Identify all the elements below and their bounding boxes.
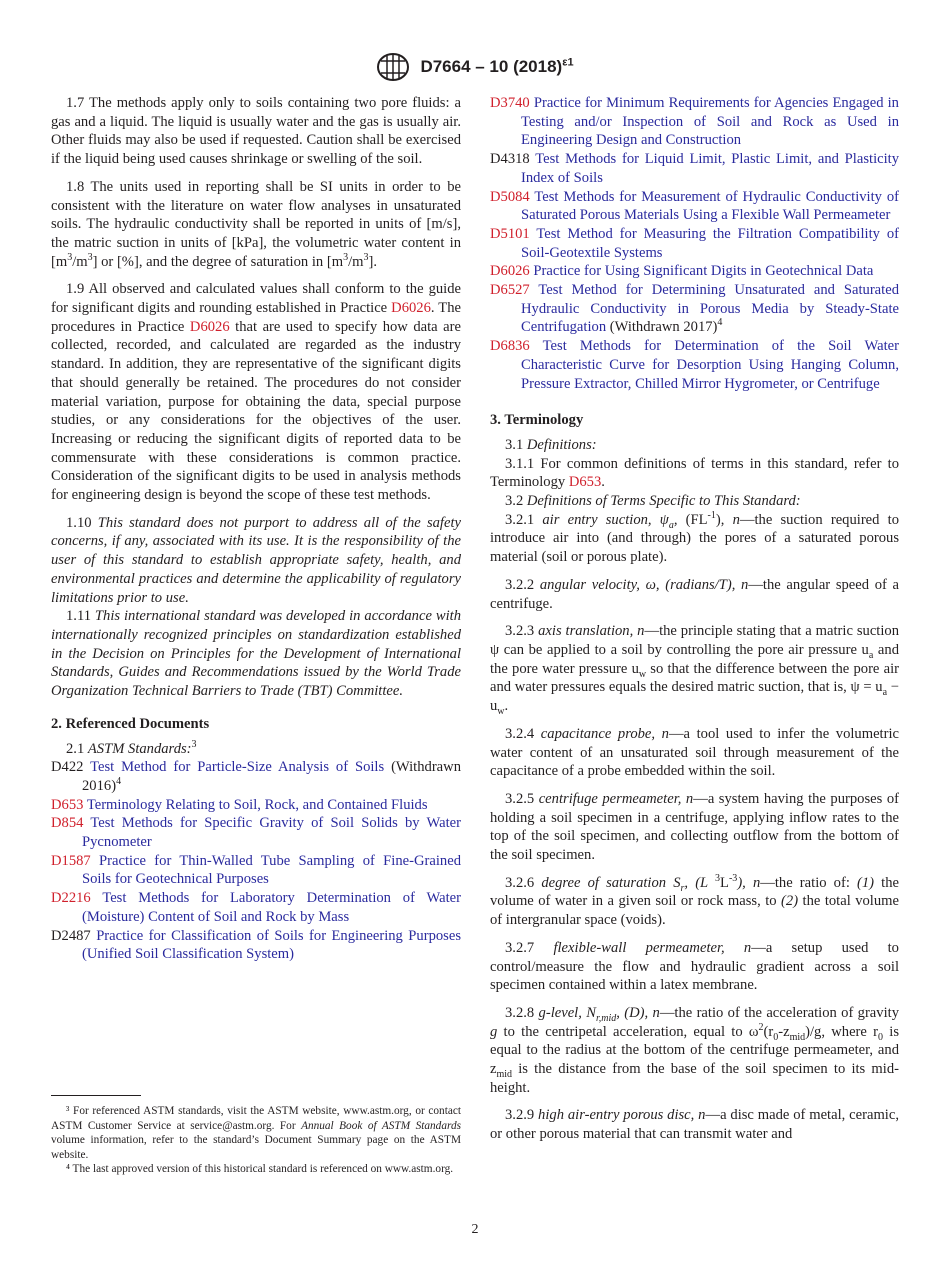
link-d653[interactable]: D653 (568, 474, 602, 491)
ref-item[interactable]: D4318 Test Methods for Liquid Limit, Plastic Limit, and Plasticity Index of Soils (490, 151, 900, 186)
definition-3-2-6: 3.2.6 degree of saturation $S_r$, (L $^3L^{-3}$), n—the ratio of: (1) the volume of water in a given soil or rock mass, to (2) the total volume of intergranular space (voids). (490, 872, 900, 929)
ref-item[interactable]: D1587 Practice for Thin-Walled Tube Sampling of Fine-Grained Soils for Geotechnical Purposes (51, 852, 461, 888)
ref-item[interactable]: D3740 Practice for Minimum Requirements for Agencies Engaged in Testing and/or Inspection of Soil and Rock as Used in Engineering Design and Construction (490, 95, 899, 149)
footnote-3: ³ For referenced ASTM standards, visit the ASTM website, www.astm.org, or contact ASTM Customer Service at service@astm.org. For Annual Book of ASTM Standards volume information, refer to the standard’s Document Summary page on the ASTM website. (51, 1105, 461, 1161)
paragraph-1-7: 1.7 The methods apply only to soils containing two pore fluids: a gas and a liquid. The liquid is usually water and the gas is usually air. Other fluids may also be used if requested. Caution shall be exercised if the liquid being used causes shrinkage or swelling of the soil. (51, 95, 461, 168)
ref-item[interactable]: D653 Terminology Relating to Soil, Rock, and Contained Fluids (51, 796, 428, 813)
referenced-documents-list (51, 758, 461, 964)
paragraph-3-2: 3.2 Definitions of Terms Specific to This Standard: (505, 493, 801, 510)
section-2-heading: 2. Referenced Documents (51, 715, 210, 732)
footnote-4: ⁴ The last approved version of this historical standard is referenced on www.astm.org. (66, 1163, 454, 1175)
paragraph-1-8: 1.8 The units used in reporting shall be SI units in order to be consistent with the literature on water flow analyses in unsaturated soils. The hydraulic conductivity shall be reported in units of [m/s], the matric suction in units of [kPa], the volumetric water content in $[m^3/m^3]$ or [%], and the degree of saturation in $[m^3/m^3]$. (51, 178, 461, 270)
paragraph-3-1-1: 3.1.1 For common definitions of terms in this standard, refer to Terminology D653. (490, 455, 899, 491)
definition-3-2-9: 3.2.9 high air-entry porous disc, n—a disc made of metal, ceramic, or other porous material that can transmit water and (490, 1107, 899, 1143)
footnotes (51, 1104, 461, 1177)
ref-item[interactable]: D422 Test Method for Particle-Size Analysis of Soils (Withdrawn 2016)$^4$ (51, 759, 461, 794)
link-d6026-second[interactable]: D6026 (189, 318, 230, 335)
definition-3-2-1: 3.2.1 air entry suction, $\psi_a$, $(FL^{-1})$, n—the suction required to introduce air into (and through) the pores of a saturated porous material (soil or porous plate). (490, 509, 899, 566)
section-3-heading: 3. Terminology (490, 412, 584, 429)
footnote-divider (51, 1095, 141, 1096)
referenced-documents-list-cont (490, 94, 899, 393)
link-d6026[interactable]: D6026 (391, 300, 431, 317)
left-column (51, 94, 461, 964)
definition-3-2-7: 3.2.7 flexible-wall permeameter, n—a setup used to control/measure the flow and hydraulic gradient across a soil specimen contained within a latex membrane. (490, 939, 899, 994)
paragraph-2-1: 2.1 ASTM Standards:$^3$ (66, 738, 197, 757)
definition-3-2-8: 3.2.8 g-level, $N_{r,mid}$, (D), n—the ratio of the acceleration of gravity g to the centripetal acceleration, equal to $\omega^2(r_0-z_{mid})/g$, where $r_0$ is equal to the radius at the bottom of the centrifuge permeameter, and $z_{mid}$ is the distance from the base of the soil specimen to its mid-height. (490, 1004, 899, 1096)
page-number: 2 (471, 1222, 479, 1237)
ref-item[interactable]: D5084 Test Methods for Measurement of Hydraulic Conductivity of Saturated Porous Materials Using a Flexible Wall Permeameter (490, 188, 900, 224)
ref-item[interactable]: D2216 Test Methods for Laboratory Determination of Water (Moisture) Content of Soil and Rock by Mass (51, 890, 461, 925)
ref-item[interactable]: D854 Test Methods for Specific Gravity of Soil Solids by Water Pycnometer (51, 815, 461, 851)
definition-3-2-5: 3.2.5 centrifuge permeameter, n—a system having the purposes of holding a soil specimen in a centrifuge, applying inflow rates to the top of the soil specimen, and collecting outflow from the bottom of the soil specimen. (490, 790, 899, 864)
paragraph-1-10: 1.10 This standard does not purport to address all of the safety concerns, if any, associated with its use. It is the responsibility of the user of this standard to establish appropriate safety, health, and environmental practices and determine the applicability of regulatory limitations prior to use. (51, 514, 461, 606)
definition-3-2-2: 3.2.2 angular velocity, ω, (radians/T), n—the angular speed of a centrifuge. (490, 576, 900, 612)
paragraph-1-9: 1.9 All observed and calculated values shall conform to the guide for significant digits and rounding established in Practice D6026. The procedures in Practice D6026 that are used to specify how data are collected, recorded, and calculated are regarded as the industry standard. In addition, they are representative of the significant digits that should generally be retained. The procedures do not consider material variation, purpose for obtaining the data, special purpose studies, or any considerations for the objectives of the user. Increasing or reducing the significant digits of reported data to be commensurate with these considerations is common practice. Consideration of the significant digits to be used in analysis methods for engineering design is beyond the scope of these test methods. (51, 281, 461, 504)
ref-item[interactable]: D6026 Practice for Using Significant Digits in Geotechnical Data (490, 263, 874, 280)
ref-item[interactable]: D6527 Test Method for Determining Unsaturated and Saturated Hydraulic Conductivity in Porous Media by Steady-State Centrifugation (Withdrawn 2017)$^4$ (490, 282, 899, 336)
page-header (0, 52, 950, 82)
paragraph-1-11: 1.11 This international standard was developed in accordance with internationally recognized principles on standardization established in the Decision on Principles for the Development of International Standards, Guides and Recommendations issued by the World Trade Organization Technical Barriers to Trade (TBT) Committee. (51, 608, 461, 700)
right-column (490, 94, 899, 1144)
ref-item[interactable]: D6836 Test Methods for Determination of the Soil Water Characteristic Curve for Desorption Using Hanging Column, Pressure Extractor, Chilled Mirror Hygrometer, or Centrifuge (490, 338, 899, 392)
definition-3-2-4: 3.2.4 capacitance probe, n—a tool used to infer the volumetric water content of an unsaturated soil through measurement of the capacitance of a probe embedded within the soil. (490, 725, 899, 780)
definition-3-2-3: 3.2.3 axis translation, n—the principle stating that a matric suction ψ can be applied to a soil by controlling the pore air pressure $u_a$ and the pore water pressure $u_w$ so that the difference between the pore air and water pressures equals the desired matric suction, that is, $\psi = u_a - u_w$. (490, 623, 899, 717)
ref-item[interactable]: D2487 Practice for Classification of Soils for Engineering Purposes (Unified Soil Classification System) (51, 927, 461, 963)
ref-item[interactable]: D5101 Test Method for Measuring the Filtration Compatibility of Soil-Geotextile Systems (490, 225, 899, 261)
paragraph-3-1: 3.1 Definitions: (505, 436, 597, 453)
astm-logo-icon (376, 52, 410, 82)
standard-designation: D7664 – 10 $(2018)^{\varepsilon 1}$ (420, 56, 574, 76)
